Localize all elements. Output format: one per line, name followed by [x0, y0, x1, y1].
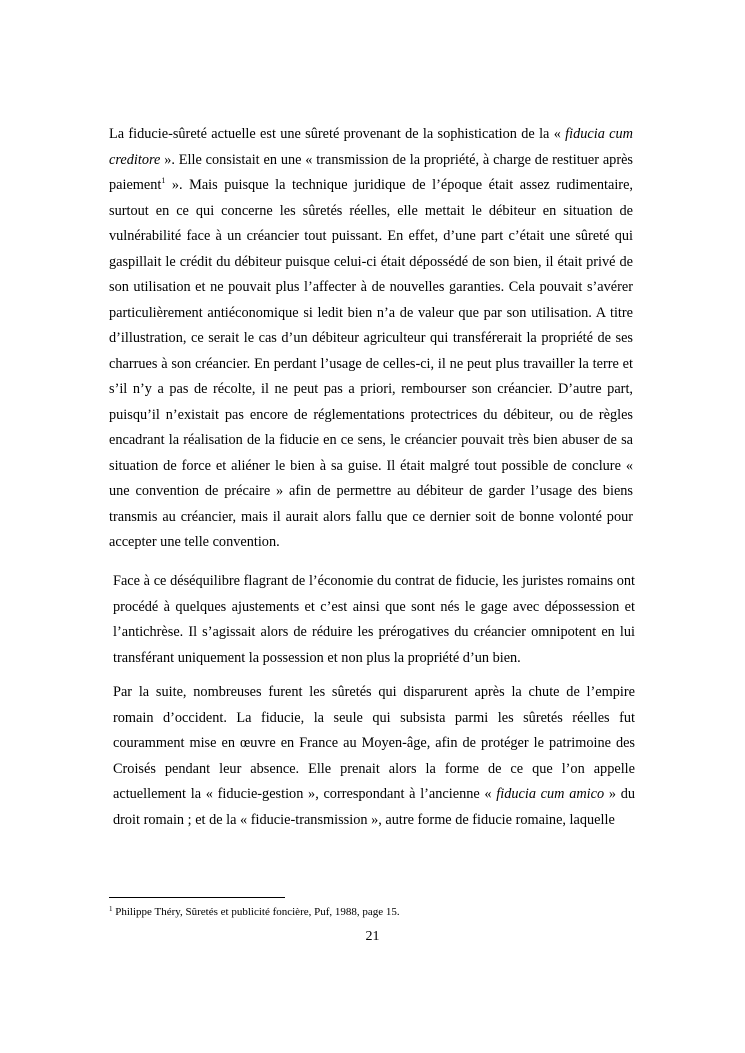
paragraph-3-italic-term: fiducia cum amico — [496, 786, 605, 802]
paragraph-1-text-a: La fiducie-sûreté actuelle est une sûreté provenant de la sophistication de la « — [109, 126, 566, 142]
page-number: 21 — [365, 929, 380, 944]
footnote-reference: 1 — [161, 176, 166, 185]
footnote-text: Philippe Théry, Sûretés et publicité foncière, Puf, 1988, page 15. — [112, 906, 400, 918]
paragraph-1 — [109, 122, 633, 556]
footnote — [109, 905, 400, 919]
paragraph-3-text-b: » du droit romain ; et de la « fiducie-transmission », autre forme de fiducie romaine, laquelle — [113, 786, 635, 828]
paragraph-2: Face à ce déséquilibre flagrant de l’économie du contrat de fiducie, les juristes romains ont procédé à quelques ajustements et c’est ainsi que sont nés le gage avec dépossession et l’antichrèse. Il s’agissait alors de réduire les prérogatives du créancier omnipotent en lui transférant uniquement la possession et non plus la propriété d’un bien. — [113, 573, 635, 666]
paragraph-1-text-b: ». Elle consistait en une « transmission de la propriété, à charge de restituer après paiement — [109, 151, 633, 193]
footnote-marker: 1 — [109, 905, 113, 913]
paragraph-1-italic-term: fiducia cum creditore — [109, 126, 633, 168]
paragraph-1-text-c: ». Mais puisque la technique juridique de l’époque était assez rudimentaire, surtout en ce qui concerne les sûretés réelles, elle mettait le débiteur en situation de vulnérabilité face à un créancier tout puissant. En effet, d’une part c’était une sûreté qui gaspillait le crédit du débiteur puisque celui-ci était dépossédé de son bien, il était privé de son utilisation et ne pouvait plus l’affecter à de nouvelles garanties. Cela pouvait s’avérer particulièrement antiéconomique si ledit bien n’a de valeur que par son utilisation. A titre d’illustration, ce serait le cas d’un débiteur agriculteur qui transférerait la propriété de ses charrues à son créancier. En perdant l’usage de celles-ci, il ne peut plus travailler la terre et s’il n’y a pas de récolte, il ne peut pas a priori, rembourser son créancier. D’autre part, puisqu’il n’existait pas encore de réglementations protectrices du débiteur, ou de règles encadrant la réalisation de la fiducie en ce sens, le créancier pouvait très bien abuser de sa situation de force et aliéner le bien à sa guise. Il était malgré tout possible de conclure « une convention de précaire » afin de permettre au débiteur de garder l’usage des biens transmis au créancier, mais il aurait alors fallu que ce dernier soit de bonne volonté pour accepter une telle convention. — [109, 177, 633, 550]
footnote-separator — [109, 897, 285, 898]
paragraph-3 — [113, 680, 635, 833]
paragraph-3-text-a: Par la suite, nombreuses furent les sûretés qui disparurent après la chute de l’empire romain d’occident. La fiducie, la seule qui subsista parmi les sûretés réelles fut couramment mise en œuvre en France au Moyen-âge, afin de protéger le patrimoine des Croisés pendant leur absence. Elle prenait alors la forme de ce que l’on appelle actuellement la « fiducie-gestion », correspondant à l’ancienne « — [113, 684, 635, 802]
